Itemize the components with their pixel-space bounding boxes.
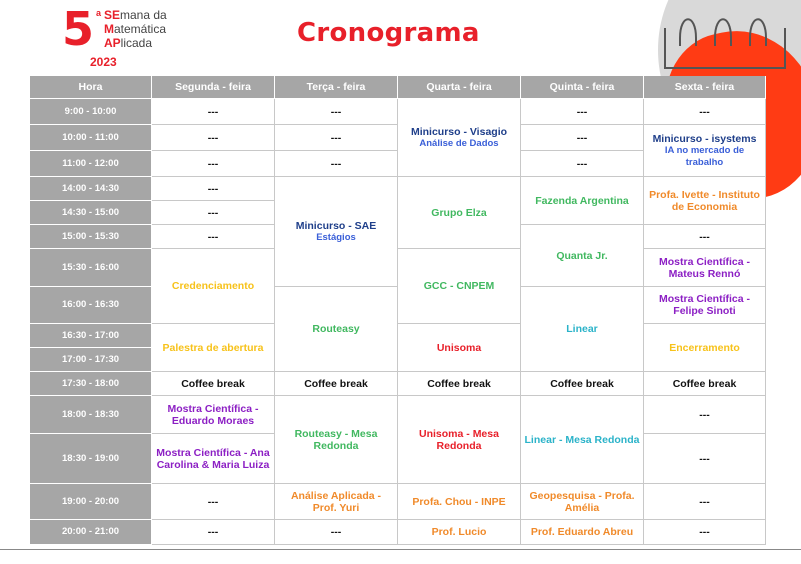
schedule-cell: --- bbox=[275, 520, 398, 545]
schedule-cell: --- bbox=[275, 125, 398, 151]
hour-cell: 14:30 - 15:00 bbox=[30, 201, 152, 225]
hour-cell: 9:00 - 10:00 bbox=[30, 99, 152, 125]
schedule-cell bbox=[644, 125, 766, 177]
hour-cell: 18:00 - 18:30 bbox=[30, 396, 152, 434]
hour-cell: 15:30 - 16:00 bbox=[30, 249, 152, 287]
hour-cell: 19:00 - 20:00 bbox=[30, 484, 152, 520]
schedule-cell: --- bbox=[152, 225, 275, 249]
schedule-cell: Coffee break bbox=[521, 372, 644, 396]
schedule-cell: --- bbox=[275, 99, 398, 125]
header-terca: Terça - feira bbox=[275, 76, 398, 99]
event-logo bbox=[62, 2, 182, 69]
schedule-cell: Encerramento bbox=[644, 324, 766, 372]
schedule-cell: Routeasy - Mesa Redonda bbox=[275, 396, 398, 484]
schedule-cell: Profa. Chou - INPE bbox=[398, 484, 521, 520]
schedule-cell bbox=[275, 177, 398, 287]
logo-number: 5 bbox=[62, 2, 95, 56]
schedule-cell: Credenciamento bbox=[152, 249, 275, 324]
logo-superscript: a bbox=[96, 8, 102, 18]
header-quinta: Quinta - feira bbox=[521, 76, 644, 99]
schedule-cell: --- bbox=[644, 434, 766, 484]
logo-year: 2023 bbox=[90, 55, 117, 69]
schedule-cell: --- bbox=[521, 151, 644, 177]
sae-title: Minicurso - SAE bbox=[295, 219, 377, 232]
schedule-cell: --- bbox=[152, 125, 275, 151]
visagio-title: Minicurso - Visagio bbox=[410, 125, 508, 138]
hour-cell: 16:00 - 16:30 bbox=[30, 287, 152, 324]
hour-cell: 17:00 - 17:30 bbox=[30, 348, 152, 372]
schedule-cell: Prof. Lucio bbox=[398, 520, 521, 545]
schedule-cell: --- bbox=[152, 177, 275, 201]
schedule-cell: Mostra Científica - Eduardo Moraes bbox=[152, 396, 275, 434]
logo-line-3: APlicada bbox=[104, 36, 153, 50]
schedule-cell: --- bbox=[521, 125, 644, 151]
schedule-cell: Mostra Científica - Mateus Rennó bbox=[644, 249, 766, 287]
schedule-cell: Prof. Eduardo Abreu bbox=[521, 520, 644, 545]
schedule-cell: --- bbox=[152, 520, 275, 545]
logo-line-2: Matemática bbox=[104, 22, 167, 36]
hour-cell: 18:30 - 19:00 bbox=[30, 434, 152, 484]
schedule-cell: --- bbox=[644, 484, 766, 520]
hour-cell: 20:00 - 21:00 bbox=[30, 520, 152, 545]
schedule-table bbox=[30, 76, 766, 545]
isystems-title: Minicurso - isystems bbox=[652, 132, 757, 145]
schedule-cell: --- bbox=[152, 484, 275, 520]
header-sexta: Sexta - feira bbox=[644, 76, 766, 99]
schedule-cell: --- bbox=[152, 99, 275, 125]
hour-cell: 17:30 - 18:00 bbox=[30, 372, 152, 396]
hour-cell: 15:00 - 15:30 bbox=[30, 225, 152, 249]
schedule-cell: Mostra Científica - Felipe Sinoti bbox=[644, 287, 766, 324]
hour-cell: 16:30 - 17:00 bbox=[30, 324, 152, 348]
schedule-cell: Mostra Científica - Ana Carolina & Maria Luiza bbox=[152, 434, 275, 484]
schedule-cell: Routeasy bbox=[275, 287, 398, 372]
schedule-cell: Quanta Jr. bbox=[521, 225, 644, 287]
sae-subtitle: Estágios bbox=[316, 231, 356, 243]
logo-line-1: SEmana da bbox=[104, 8, 167, 22]
schedule-cell: Coffee break bbox=[275, 372, 398, 396]
schedule-cell: --- bbox=[521, 99, 644, 125]
schedule-cell: --- bbox=[152, 151, 275, 177]
schedule-cell: Geopesquisa - Profa. Amélia bbox=[521, 484, 644, 520]
header-segunda: Segunda - feira bbox=[152, 76, 275, 99]
schedule-cell: Coffee break bbox=[152, 372, 275, 396]
schedule-cell: Coffee break bbox=[398, 372, 521, 396]
schedule-cell: Unisoma bbox=[398, 324, 521, 372]
schedule-cell: --- bbox=[152, 201, 275, 225]
schedule-cell: Palestra de abertura bbox=[152, 324, 275, 372]
schedule-cell: GCC - CNPEM bbox=[398, 249, 521, 324]
isystems-subtitle: IA no mercado de trabalho bbox=[664, 144, 745, 168]
schedule-cell: --- bbox=[644, 396, 766, 434]
schedule-cell: --- bbox=[644, 225, 766, 249]
page-title: Cronograma bbox=[297, 18, 480, 48]
schedule-cell: Fazenda Argentina bbox=[521, 177, 644, 225]
hour-cell: 10:00 - 11:00 bbox=[30, 125, 152, 151]
schedule-cell: Linear bbox=[521, 287, 644, 372]
schedule-cell: --- bbox=[644, 520, 766, 545]
schedule-cell: Coffee break bbox=[644, 372, 766, 396]
schedule-cell: --- bbox=[644, 99, 766, 125]
hour-cell: 11:00 - 12:00 bbox=[30, 151, 152, 177]
header-quarta: Quarta - feira bbox=[398, 76, 521, 99]
schedule-cell: Linear - Mesa Redonda bbox=[521, 396, 644, 484]
schedule-cell: --- bbox=[275, 151, 398, 177]
visagio-subtitle: Análise de Dados bbox=[419, 137, 499, 149]
schedule-cell: Análise Aplicada - Prof. Yuri bbox=[275, 484, 398, 520]
schedule-cell: Profa. Ivette - Instituto de Economia bbox=[644, 177, 766, 225]
hour-cell: 14:00 - 14:30 bbox=[30, 177, 152, 201]
bottom-divider bbox=[0, 549, 801, 550]
header-hora: Hora bbox=[30, 76, 152, 99]
calendar-icon bbox=[660, 8, 790, 73]
schedule-cell bbox=[398, 99, 521, 177]
schedule-cell: Unisoma - Mesa Redonda bbox=[398, 396, 521, 484]
schedule-cell: Grupo Elza bbox=[398, 177, 521, 249]
